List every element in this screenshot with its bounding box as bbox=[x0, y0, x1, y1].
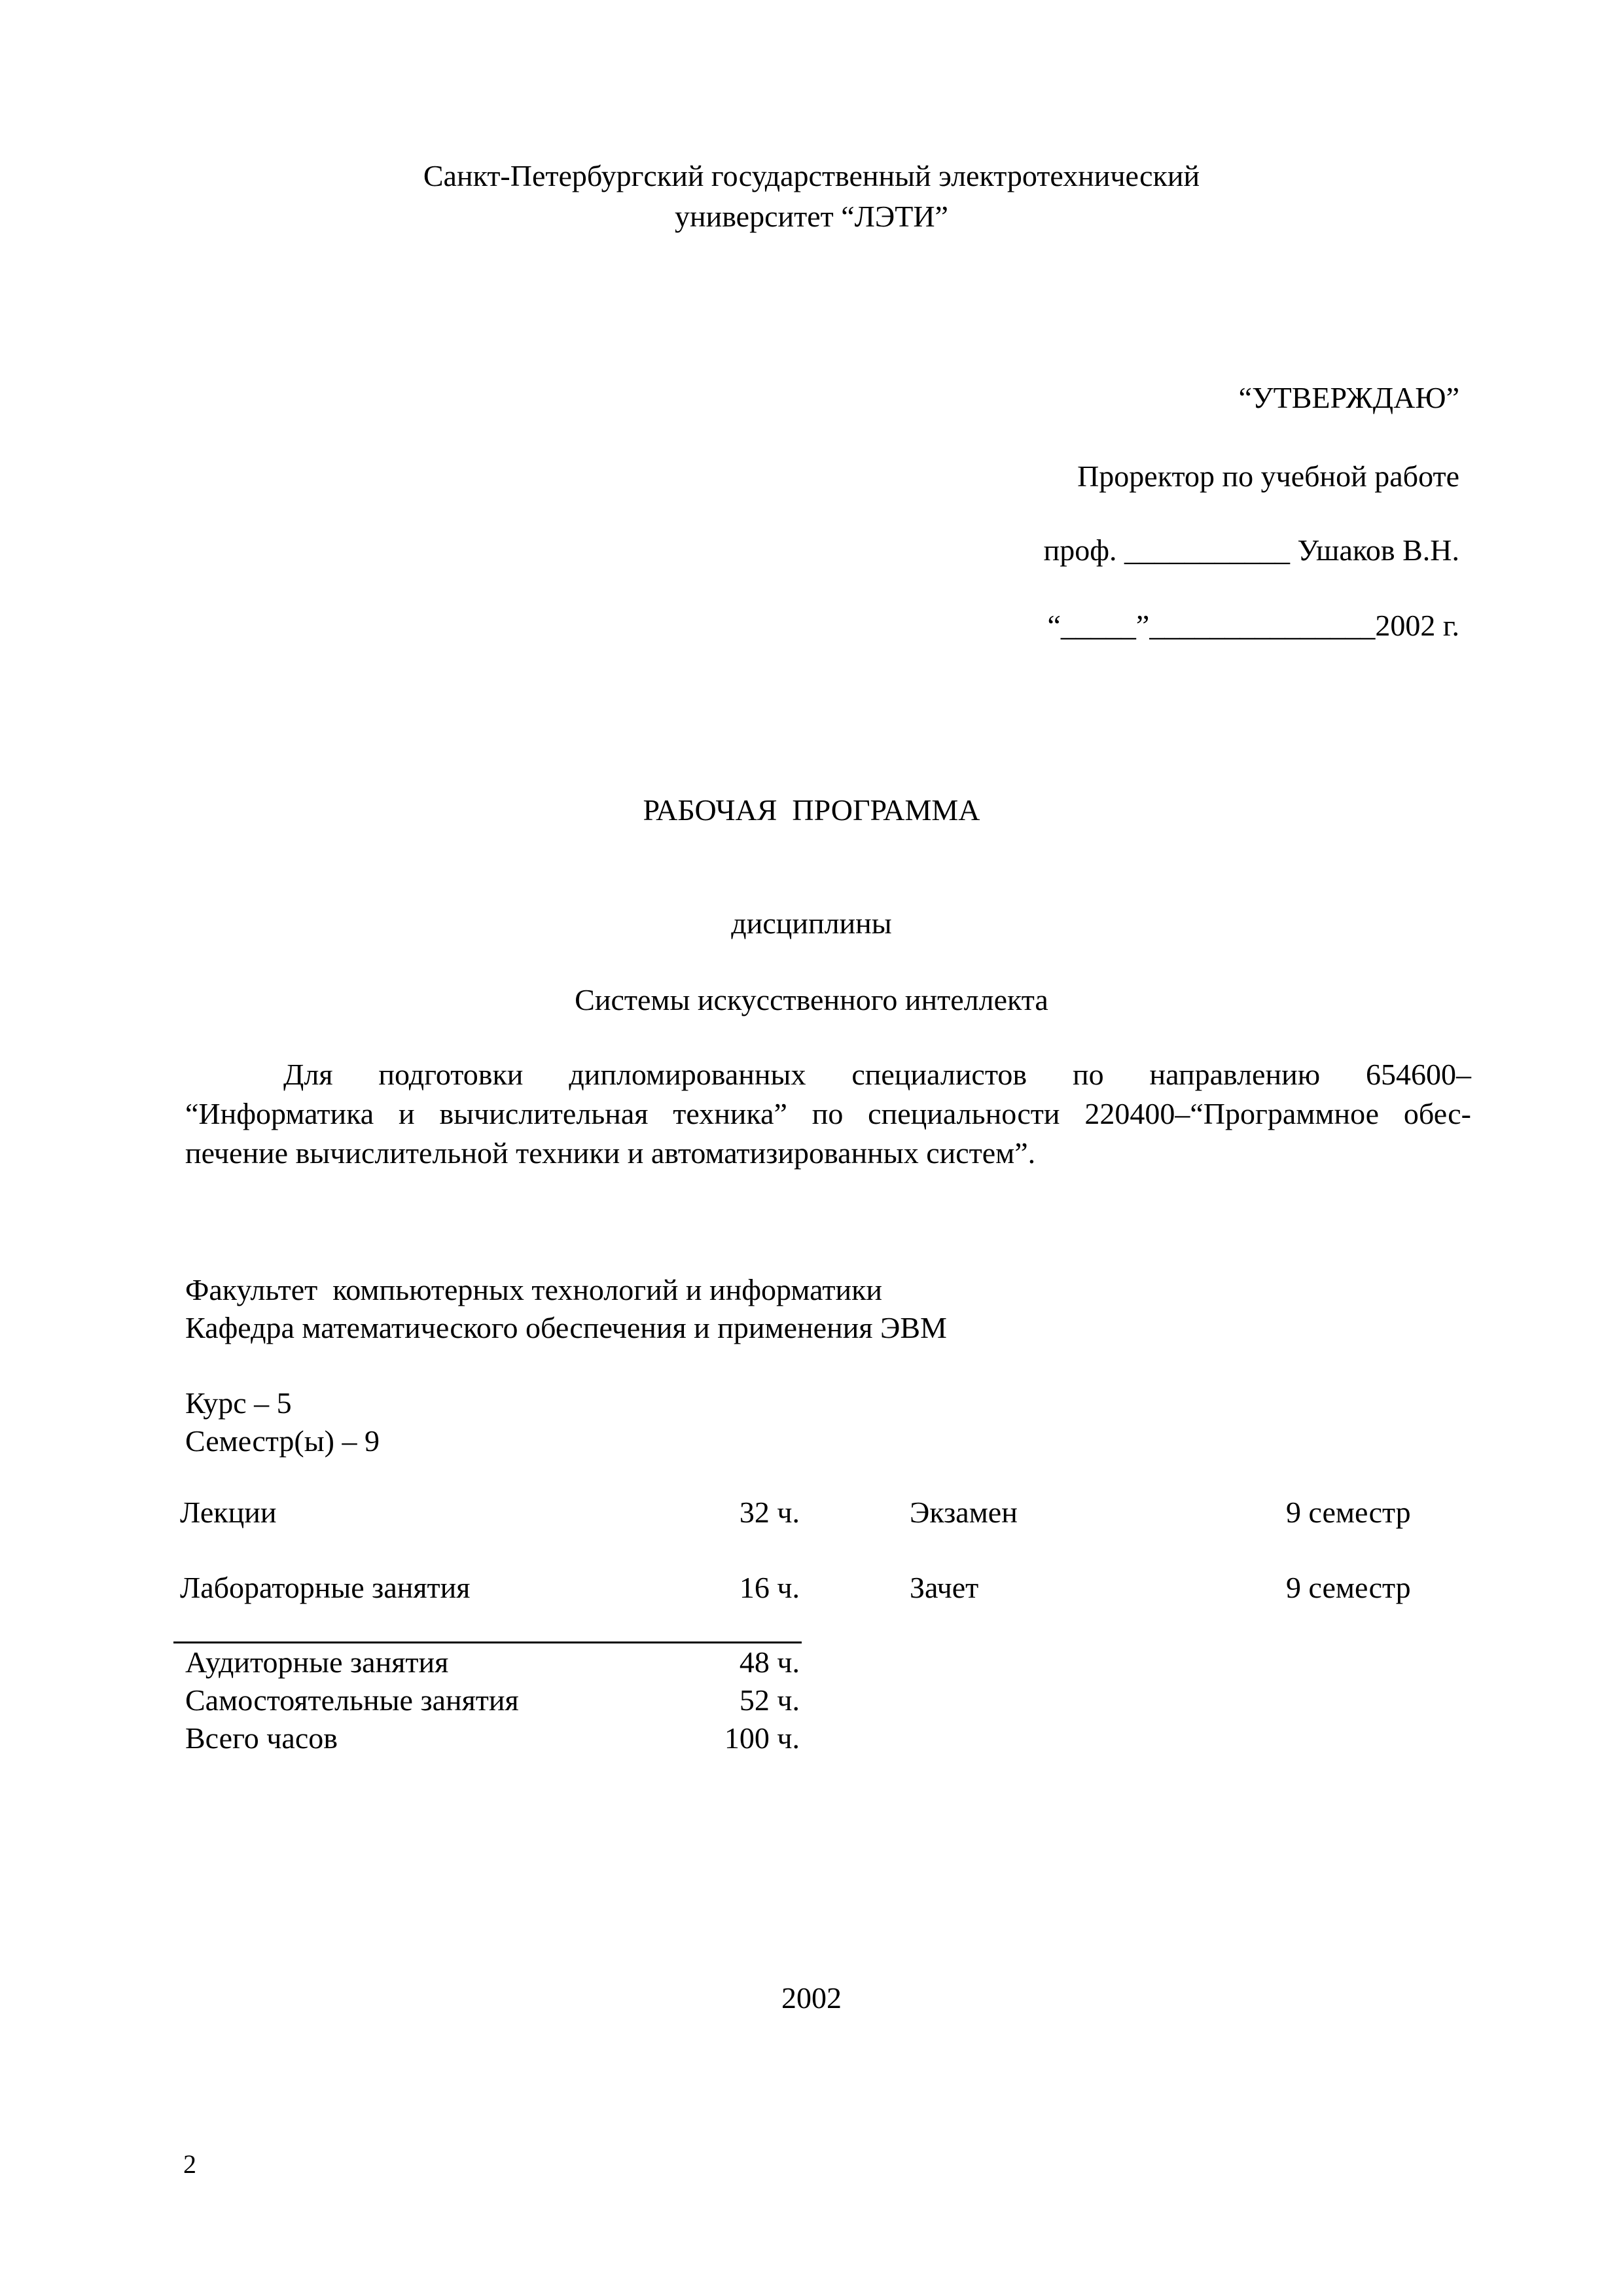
faculty-block bbox=[185, 1271, 947, 1347]
approver-signature-line: проф. ___________ Ушаков В.Н. bbox=[1043, 533, 1459, 567]
exam-label: Экзамен bbox=[910, 1496, 1018, 1529]
labs-label: Лабораторные занятия bbox=[180, 1571, 471, 1604]
document-title: РАБОЧАЯ ПРОГРАММА bbox=[643, 793, 980, 827]
total-value: 100 ч. bbox=[724, 1721, 800, 1755]
self-study-value: 52 ч. bbox=[739, 1683, 800, 1717]
university-header bbox=[0, 156, 1623, 237]
hours-divider bbox=[173, 1641, 802, 1643]
discipline-name: Системы искусственного интеллекта bbox=[575, 983, 1048, 1016]
page-number: 2 bbox=[183, 2149, 196, 2179]
total-label: Всего часов bbox=[185, 1721, 338, 1755]
department-name: Кафедра математического обеспечения и применения ЭВМ bbox=[185, 1311, 947, 1344]
auditory-value: 48 ч. bbox=[739, 1645, 800, 1679]
course-block bbox=[185, 1384, 380, 1460]
credit-value: 9 семестр bbox=[1286, 1571, 1411, 1604]
credit-label: Зачет bbox=[910, 1571, 979, 1604]
faculty-name: Факультет компьютерных технологий и информатики bbox=[185, 1273, 883, 1306]
purpose-line-1: Для подготовки дипломированных специалистов по направлению 654600– bbox=[283, 1058, 1471, 1091]
semester-number: Семестр(ы) – 9 bbox=[185, 1424, 380, 1458]
approval-heading: “УТВЕРЖДАЮ” bbox=[1238, 381, 1459, 414]
purpose-line-2: “Информатика и вычислительная техника” по специальности 220400–“Программное обес- bbox=[185, 1097, 1471, 1130]
university-line-1: Санкт-Петербургский государственный электротехнический bbox=[423, 159, 1200, 192]
discipline-label: дисциплины bbox=[731, 906, 892, 940]
labs-value: 16 ч. bbox=[739, 1571, 800, 1604]
approver-position: Проректор по учебной работе bbox=[1077, 459, 1459, 493]
auditory-label: Аудиторные занятия bbox=[185, 1645, 449, 1679]
document-year: 2002 bbox=[781, 1981, 842, 2015]
purpose-line-3: печение вычислительной техники и автоматизированных систем”. bbox=[185, 1136, 1036, 1170]
purpose-paragraph bbox=[185, 1055, 1471, 1173]
lectures-label: Лекции bbox=[180, 1496, 277, 1529]
self-study-label: Самостоятельные занятия bbox=[185, 1683, 519, 1717]
exam-value: 9 семестр bbox=[1286, 1496, 1411, 1529]
lectures-value: 32 ч. bbox=[739, 1496, 800, 1529]
university-line-2: университет “ЛЭТИ” bbox=[675, 200, 948, 233]
course-number: Курс – 5 bbox=[185, 1386, 292, 1420]
approval-date-line: “_____”_______________2002 г. bbox=[1047, 609, 1459, 642]
